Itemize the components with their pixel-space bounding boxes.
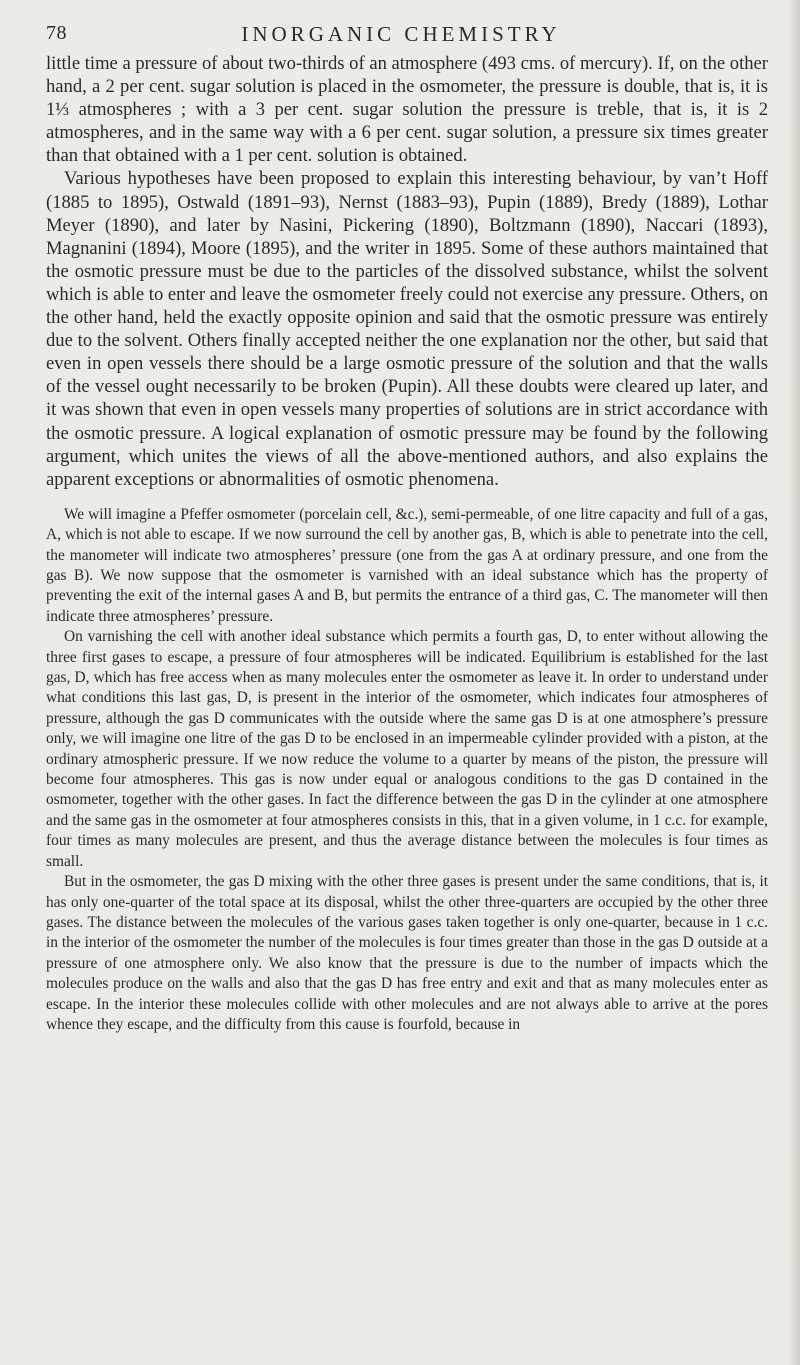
- main-paragraph: Various hypotheses have been proposed to explain this interesting behaviour, by van’t Hoff (1885 to 1895), Ostwald (1891–93), Nernst (1883–93), Pupin (1889), Bredy (1889), Lothar Meyer (1890), and later by Nasini, Pickering (1890), Boltzmann (1890), Naccari (1893), Magnanini (1894), Moore (1895), and the writer in 1895. Some of these authors maintained that the osmotic pressure must be due to the particles of the dissolved substance, whilst the solvent which is able to enter and leave the osmometer freely could not exercise any pressure. Others, on the other hand, held the exactly opposite opinion and said that the osmotic pressure was entirely due to the solvent. Others finally accepted neither the one explanation nor the other, but said that even in open vessels there should be a large osmotic pressure of the solution and that the walls of the vessel ought necessarily to be broken (Pupin). All these doubts were cleared up later, and it was shown that even in open vessels many properties of solutions are in strict accordance with the osmotic pressure. A logical explanation of osmotic pressure may be found by the following argument, which unites the views of all the above-mentioned authors, and also explains the apparent exceptions or abnormalities of osmotic phenomena.: [46, 168, 768, 490]
- main-paragraph: little time a pressure of about two-thirds of an atmosphere (493 cms. of mercury). If, on the other hand, a 2 per cent. sugar solution is placed in the osmometer, the pressure is double, that is, it is 1⅓ atmospheres ; with a 3 per cent. sugar solution the pressure is treble, that is, it is 2 atmospheres, and in the same way with a 6 per cent. sugar solution, a pressure six times greater than that obtained with a 1 per cent. solution is obtained.: [46, 53, 768, 167]
- small-paragraph: On varnishing the cell with another ideal substance which permits a fourth gas, D, to enter without allowing the three first gases to escape, a pressure of four atmospheres will be indicated. Equilibrium is established for the last gas, D, which has free access when as many molecules enter the osmometer as leave it. In order to understand under what conditions this last gas, D, is present in the interior of the osmometer, which indicates four atmospheres of pressure, although the gas D communicates with the outside where the same gas D is at one atmosphere’s pressure only, we will imagine one litre of the gas D to be enclosed in an impermeable cylinder provided with a piston, at the ordinary atmospheric pressure. If we now reduce the volume to a quarter by means of the piston, the pressure will become four atmospheres. This gas is now under equal or analogous conditions to the gas D contained in the osmometer, together with the other gases. In fact the difference between the gas D in the cylinder at one atmosphere and the same gas in the osmometer at four atmospheres consists in this, that in a given volume, in 1 c.c. for example, four times as many molecules are present, and thus the average distance between the molecules is four times as small.: [46, 628, 768, 870]
- page-edge-shadow: [788, 0, 800, 1365]
- small-print-text: [46, 505, 768, 1036]
- main-text: [46, 52, 768, 491]
- page-number: 78: [46, 22, 67, 44]
- running-head: INORGANIC CHEMISTRY: [241, 22, 561, 46]
- small-paragraph: We will imagine a Pfeffer osmometer (porcelain cell, &c.), semi-permeable, of one litre capacity and full of a gas, A, which is not able to escape. If we now surround the cell by another gas, B, which is able to penetrate into the cell, the manometer will indicate two atmospheres’ pressure (one from the gas A at ordinary pressure, and one from the gas B). We now suppose that the osmometer is varnished with an ideal substance which has the property of preventing the exit of the internal gases A and B, but permits the entrance of a third gas, C. The manometer will then indicate three atmospheres’ pressure.: [46, 505, 768, 625]
- page-body: [46, 52, 768, 1035]
- page-header: [46, 22, 756, 52]
- small-paragraph: But in the osmometer, the gas D mixing with the other three gases is present under the same conditions, that is, it has only one-quarter of the total space at its disposal, whilst the other three-quarters are occupied by the other three gases. The distance between the molecules of the various gases taken together is only one-quarter, because in 1 c.c. in the interior of the osmometer the number of the molecules is four times greater than those in the gas D outside at a pressure of one atmosphere only. We also know that the pressure is due to the number of impacts which the molecules produce on the walls and also that the gas D has free entry and exit and that as many molecules enter as escape. In the interior these molecules collide with other molecules and are not always able to arrive at the pores whence they escape, and the difficulty from this cause is fourfold, because in: [46, 873, 768, 1033]
